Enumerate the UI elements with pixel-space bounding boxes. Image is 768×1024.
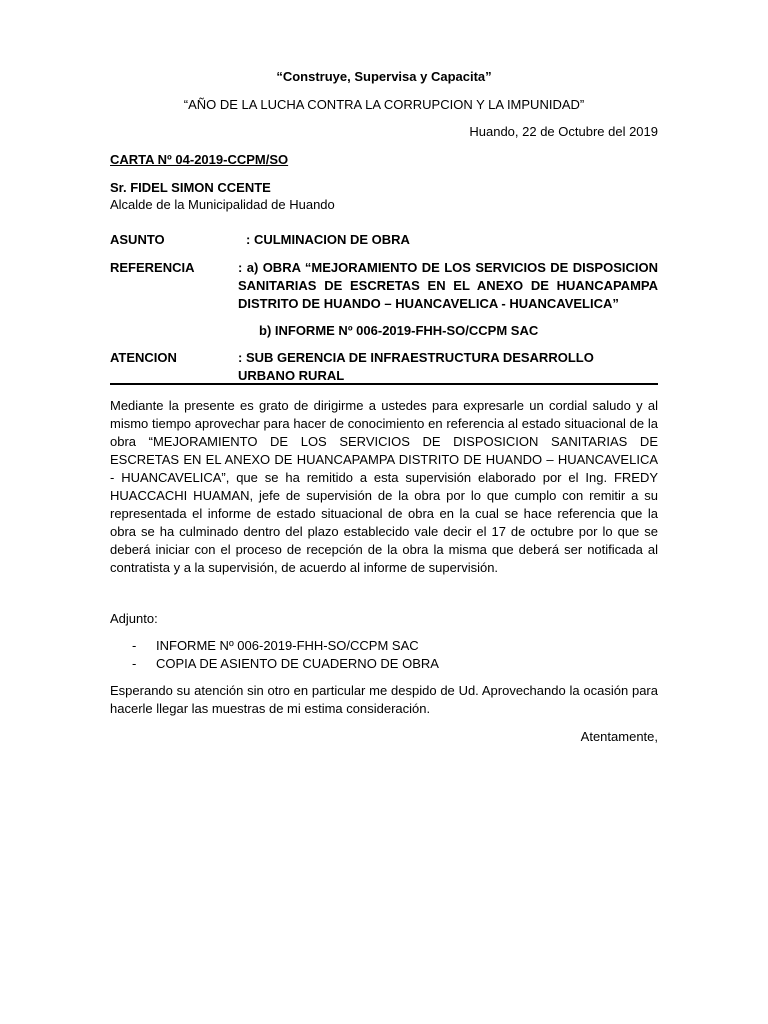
body-paragraph: Mediante la presente es grato de dirigirme a ustedes para expresarle un cordial saludo y al mismo tiempo aprovechar para hacer de conocimiento en referencia al estado situacional de la obra “MEJORAMIENTO DE LOS SERVICIOS DE DISPOSICION SANITARIAS DE ESCRETAS EN EL ANEXO DE HUANCAPAMPA DISTRITO DE HUANDO – HUANCAVELICA - HUANCAVELICA”, que se ha remitido a esta supervisión elaborado por el Ing. FREDY HUACCACHI HUAMAN, jefe de supervisión de la obra por lo que cumplo con remitir a su representada el informe de estado situacional de obra en la cual se hace referencia que la obra se ha culminado dentro del plazo establecido vale decir el 17 de octubre por lo que se deberá iniciar con el proceso de recepción de la obra la misma que deberá ser notificada al contratista y a la supervisión, de acuerdo al informe de supervisión. (110, 398, 658, 575)
motto: “Construye, Supervisa y Capacita” (276, 69, 492, 84)
referencia-a: : a) OBRA “MEJORAMIENTO DE LOS SERVICIOS DE DISPOSICION SANITARIAS DE ESCRETAS EN EL ANEXO DE HUANCAPAMPA DISTRITO DE HUANDO – HUANCAVELICA - HUANCAVELICA” (238, 260, 658, 311)
asunto-label: ASUNTO (110, 232, 165, 247)
referencia-label: REFERENCIA (110, 260, 195, 275)
recipient-title: Alcalde de la Municipalidad de Huando (110, 197, 335, 212)
attachment-text: COPIA DE ASIENTO DE CUADERNO DE OBRA (156, 656, 439, 671)
place-date: Huando, 22 de Octubre del 2019 (469, 124, 658, 139)
header-divider (110, 383, 658, 385)
year-name: “AÑO DE LA LUCHA CONTRA LA CORRUPCION Y LA IMPUNIDAD” (183, 97, 585, 112)
recipient-name: Sr. FIDEL SIMON CCENTE (110, 180, 271, 195)
letter-number: CARTA Nº 04-2019-CCPM/SO (110, 152, 289, 167)
adjunto-label: Adjunto: (110, 611, 158, 626)
asunto-value: : CULMINACION DE OBRA (246, 232, 410, 247)
attachment-text: INFORME Nº 006-2019-FHH-SO/CCPM SAC (156, 638, 419, 653)
list-item (110, 637, 658, 655)
referencia-b: b) INFORME Nº 006-2019-FHH-SO/CCPM SAC (259, 323, 539, 338)
letter-page (110, 0, 658, 1024)
signoff: Atentamente, (580, 729, 658, 744)
atencion-label: ATENCION (110, 350, 177, 365)
atencion-value: : SUB GERENCIA DE INFRAESTRUCTURA DESARROLLO URBANO RURAL (238, 350, 594, 383)
list-dash: - (132, 656, 137, 671)
closing-paragraph: Esperando su atención sin otro en particular me despido de Ud. Aprovechando la ocasión para hacerle llegar las muestras de mi estima consideración. (110, 683, 658, 716)
attachments-list (110, 637, 658, 673)
list-item (110, 655, 658, 673)
list-dash: - (132, 638, 137, 653)
